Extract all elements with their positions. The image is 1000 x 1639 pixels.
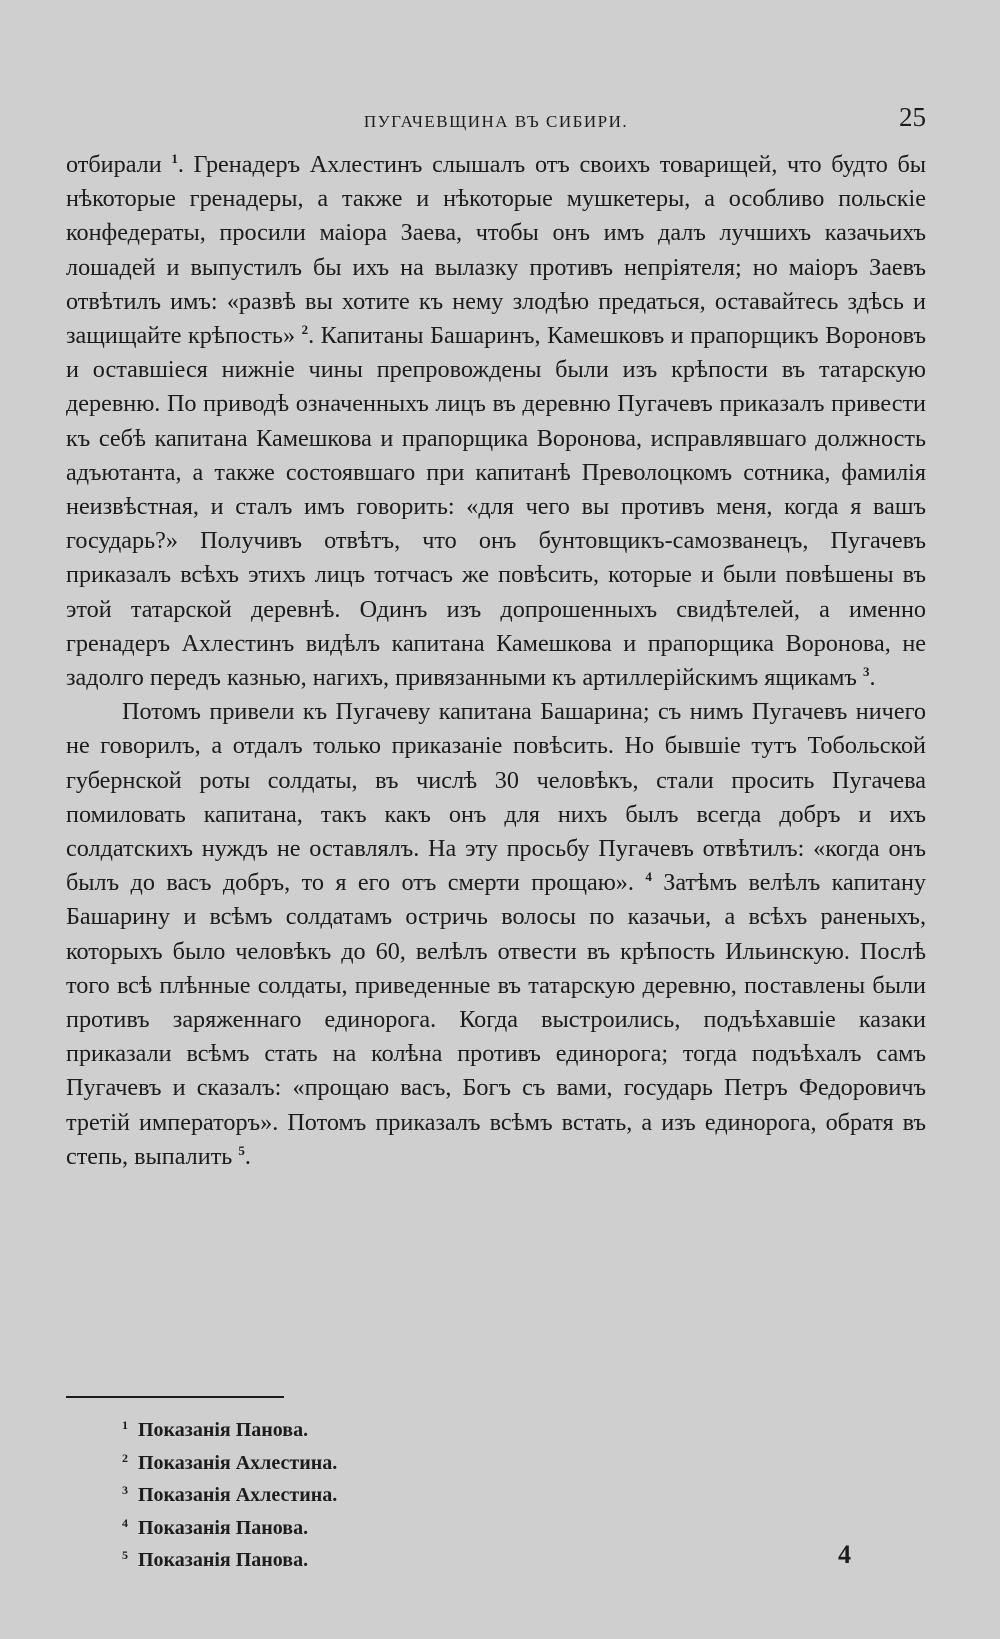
footnote-item (122, 1510, 337, 1543)
text-segment: отбирали (66, 151, 172, 178)
text-segment: . (869, 664, 876, 692)
footnote-text: Показанія Ахлестина. (138, 1451, 338, 1474)
text-segment: Затѣмъ велѣлъ капитану Башарину и всѣмъ солдатамъ остричь волосы по казачьи, а всѣхъ раненыхъ, которыхъ было человѣкъ до 60, велѣлъ отвести въ крѣпость Ильинскую. Послѣ того всѣ плѣнные солдаты, приведенные въ татарскую деревню, поставлены были противъ заряженнаго единорога. Когда выстроились, подъѣхавшіе казаки приказали всѣмъ стать на колѣна противъ единорога; тогда подъѣхалъ самъ Пугачевъ и сказалъ: «прощаю васъ, Богъ съ вами, государь Петръ Федоровичъ третій императоръ». Потомъ приказалъ всѣмъ встать, а изъ единорога, обратя въ степь, выпалить (66, 869, 926, 1170)
footnote-mark: 1 (122, 1418, 128, 1432)
page-number: 25 (899, 102, 926, 132)
footnote-text: Показанія Панова. (138, 1516, 309, 1539)
footnote-item (122, 1445, 337, 1478)
footnote-text: Показанія Панова. (138, 1549, 309, 1571)
footnote-ref: 2 (301, 322, 309, 338)
footnote-rule (66, 1396, 284, 1398)
footnote-mark: 2 (122, 1450, 128, 1465)
footnote-ref: 3 (862, 664, 870, 680)
footnote-mark: 3 (122, 1483, 128, 1497)
footnote-item (122, 1477, 337, 1510)
footnotes (122, 1412, 337, 1575)
footnote-mark: 5 (122, 1548, 128, 1562)
page-header (66, 102, 926, 138)
paragraph (66, 695, 926, 1174)
text-segment: . Гренадеръ Ахлестинъ слышалъ отъ своихъ товарищей, что будто бы нѣкоторые гренадеры, а также и нѣкоторые мушкетеры, а особливо польскіе конфедераты, просили маіора Заева, чтобы онъ имъ далъ лучшихъ казачьихъ лошадей и выпустилъ бы ихъ на вылазку противъ непріятеля; но маіоръ Заевъ отвѣтилъ имъ: «развѣ вы хотите къ нему злодѣю предаться, оставайтесь здѣсь и защищайте крѣпость» (66, 151, 927, 350)
running-head: ПУГАЧЕВЩИНА ВЪ СИБИРИ. (363, 112, 629, 131)
footnote-item (122, 1412, 337, 1445)
text-segment: . (244, 1142, 251, 1170)
footnote-ref: 1 (171, 151, 178, 166)
footnote-text: Показанія Панова. (138, 1419, 309, 1441)
footnote-item (122, 1542, 337, 1575)
footnote-text: Показанія Ахлестина. (138, 1484, 338, 1506)
signature-mark: 4 (838, 1540, 851, 1569)
main-text (66, 148, 926, 1174)
paragraph (66, 148, 926, 695)
footnote-ref: 4 (645, 869, 652, 885)
text-segment: . Капитаны Башаринъ, Камешковъ и прапорщикъ Вороновъ и оставшіеся нижніе чины препровождены были изъ крѣпости въ татарскую деревню. По приводѣ означенныхъ лицъ въ деревню Пугачевъ приказалъ привести къ себѣ капитана Камешкова и прапорщика Воронова, исправлявшаго должность адъютанта, а также состоявшаго при капитанѣ Преволоцкомъ сотника, фамилія неизвѣстная, и сталъ имъ говорить: «для чего вы противъ меня, когда я вашъ государь?» Получивъ отвѣтъ, что онъ бунтовщикъ-самозванецъ, Пугачевъ приказалъ всѣхъ этихъ лицъ тотчасъ же повѣсить, которые и были повѣшены въ этой татарской деревнѣ. Одинъ изъ допрошенныхъ свидѣтелей, а именно гренадеръ Ахлестинъ видѣлъ капитана Камешкова и прапорщика Воронова, не задолго передъ казнью, нагихъ, привязанными къ артиллерійскимъ ящикамъ (66, 322, 926, 692)
footnote-mark: 4 (122, 1515, 128, 1530)
text-segment: Потомъ привели къ Пугачеву капитана Башарина; съ нимъ Пугачевъ ничего не говорилъ, а отдалъ только приказаніе повѣсить. Но бывшіе тутъ Тобольской губернской роты солдаты, въ числѣ 30 человѣкъ, стали просить Пугачева помиловать капитана, такъ какъ онъ для нихъ былъ всегда добръ и ихъ солдатскихъ нуждъ не оставлялъ. На эту просьбу Пугачевъ отвѣтилъ: «когда онъ былъ до васъ добръ, то я его отъ смерти прощаю». (66, 698, 926, 897)
footnote-ref: 5 (238, 1142, 245, 1158)
